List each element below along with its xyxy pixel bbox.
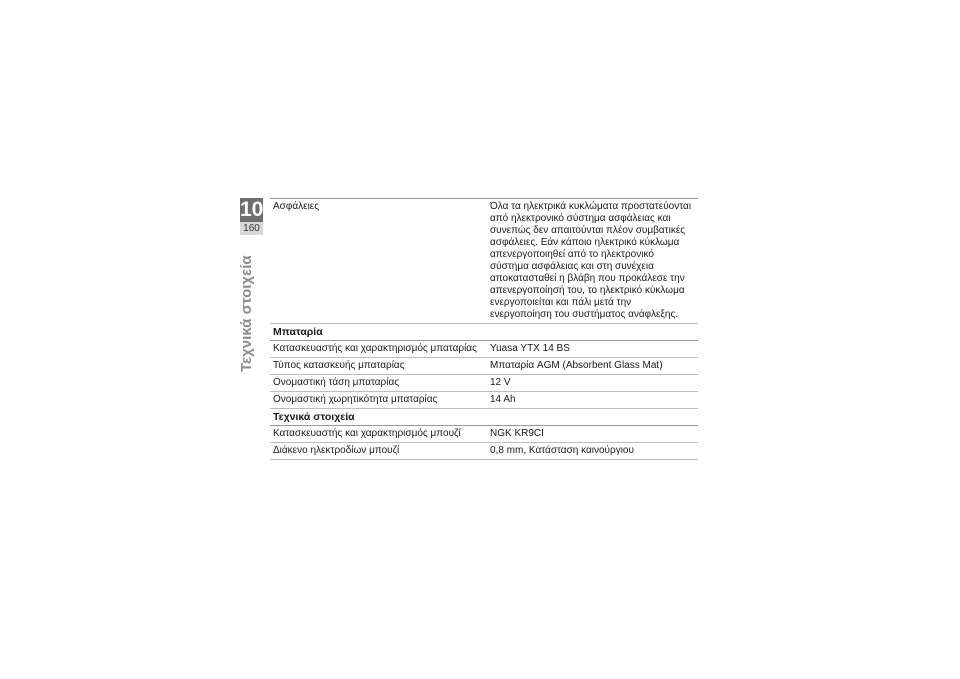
- row-label: Ονομαστική τάση μπαταρίας: [273, 377, 400, 388]
- chapter-title-text: Τεχνικά στοιχεία: [238, 255, 255, 372]
- chapter-number: 10: [240, 198, 264, 221]
- spec-table: [270, 198, 698, 460]
- table-row: [270, 443, 698, 460]
- table-row: [270, 358, 698, 375]
- row-label: Τύπος κατασκευής μπαταρίας: [273, 360, 405, 371]
- row-value: Μπαταρία AGM (Absorbent Glass Mat): [490, 360, 663, 371]
- row-value: Yuasa YTX 14 BS: [490, 343, 570, 354]
- row-label: Ονομαστική χωρητικότητα μπαταρίας: [273, 394, 438, 405]
- row-value: 12 V: [490, 377, 511, 388]
- table-row: [270, 392, 698, 409]
- row-label: Διάκενο ηλεκτροδίων μπουζί: [273, 445, 400, 456]
- row-label: Ασφάλειες: [273, 201, 320, 212]
- table-row-fuses: [270, 199, 698, 324]
- chapter-badge: [240, 198, 263, 235]
- page-number: 160: [240, 222, 263, 235]
- row-label: Κατασκευαστής και χαρακτηρισμός μπουζί: [273, 428, 461, 439]
- section-heading-spark-plugs: Τεχνικά στοιχεία: [270, 409, 698, 426]
- row-value: Όλα τα ηλεκτρικά κυκλώματα προστατεύονται από ηλεκτρονικό σύστημα ασφάλειας και συνεπώς δεν απαιτούνται πλέον συμβατικές ασφάλειες. Εάν κάποιο ηλεκτρικό κύκλωμα απενεργοποιηθεί από το ηλεκτρονικό σύστημα ασφάλειας και στη συνέχεια αποκατασταθεί η βλάβη που προκάλεσε την απενεργοποίησή του, το ηλεκτρικό κύκλωμα ενεργοποιείται και πάλι μετά την ενεργοποίηση του συστήματος ανάφλεξης.: [490, 201, 692, 320]
- row-label: Κατασκευαστής και χαρακτηρισμός μπαταρίας: [273, 343, 477, 354]
- table-row: [270, 341, 698, 358]
- row-value: NGK KR9CI: [490, 428, 544, 439]
- table-row: [270, 426, 698, 443]
- row-value: 14 Ah: [490, 394, 516, 405]
- row-value: 0,8 mm, Κατάσταση καινούργιου: [490, 445, 634, 456]
- table-row: [270, 375, 698, 392]
- section-heading-battery: Μπαταρία: [270, 324, 698, 341]
